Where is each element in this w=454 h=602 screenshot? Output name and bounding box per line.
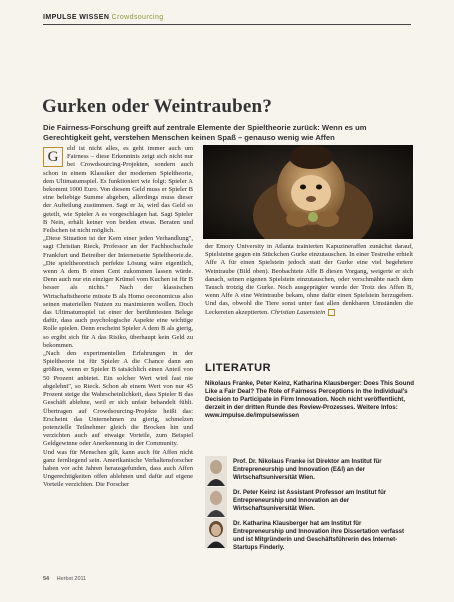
section-name: IMPULSE WISSEN [43, 14, 110, 21]
paragraph-5-text: der Emory University in Atlanta trainierten Kapuzineraffen zunächst darauf, Spielsteine gegen ein Stückchen Gurke einzutauschen. In einer Testreihe erhielt Affe A für einen Spielstein jedoch statt der Gurke eine viel begehrtere Weintraube (Bild oben). Beobachtete Affe B diesen Vorgang, weigerte er sich danach, seinen eigenen Spielstein einzutauschen, oder verschmähte nach dem Tausch trotzig die Gurke. Noch ausgeprägter wurde der Trotz des Affen B, wenn Affe A eine Weintraube bekam, ohne dafür einen Spielstein herzugeben. Und das, obwohl die Tiere sonst unter fast allen denkbaren Umständen die Leckereien akzeptierten. [205, 243, 413, 316]
article-title: Gurken oder Weintrauben? [42, 96, 273, 117]
literature-heading: LITERATUR [205, 362, 272, 374]
paragraph-4: Und was für Menschen gilt, kann auch für Affen nicht ganz fernliegend sein. Amerikanische Verhaltensforscher haben vor acht Jahren herausgefunden, dass auch Affen Ungerechtigkeiten offen ablehnen und dafür auf eigene Vorteile verzichten. Die Forscher [43, 448, 193, 489]
subsection-name: Crowdsourcing [111, 14, 164, 21]
article-lead: Die Fairness-Forschung greift auf zentrale Elemente der Spieltheorie zurück: Wenn es um Gerechtigkeit geht, verstehen Menschen keinen Spaß – genauso wenig wie Affen [43, 123, 367, 142]
author-franke [205, 456, 415, 490]
author-photo-franke [205, 456, 227, 486]
paragraph-2: „Diese Situation ist der Kern einer jeden Verhandlung", sagt Christian Rieck, Professor an der Fachhochschule Frankfurt und Betreiber der Internetseite Spieltheorie.de. „Die spieltheoretisch perfekte Lösung wäre eigentlich, wenn A dem B einen Cent zukommen lassen würde. Denn auch nur ein einziger Krümel vom Kuchen ist für B besser als nichts." Nach der klassischen Wirtschaftstheorie müsste B als Homo oeconomicus also seinen materiellen Nutzen zu maximieren wollen. Doch das Ultimatumspiel ist einer der berühmtesten Belege dafür, dass auch psychologische Aspekte eine wichtige Rolle spielen. Denn erscheint Spieler A dem B als gierig, so ergibt sich für A das Risiko, überhaupt kein Geld zu bekommen. [43, 235, 193, 349]
author-klausberger [205, 518, 415, 552]
page-number: 54 [43, 576, 50, 582]
author-bio-franke: Prof. Dr. Nikolaus Franke ist Direktor am Institut für Entrepreneurship und Innovation (E&I) an der Wirtschaftsuniversität Wien. [233, 458, 382, 481]
paragraph-5 [205, 243, 413, 317]
drop-cap: G [43, 147, 63, 167]
author-bio-keinz: Dr. Peter Keinz ist Assistant Professor am Institut für Entrepreneurship und Innovation an der Wirtschaftsuniversität Wien. [233, 489, 387, 512]
header-rule [43, 24, 411, 25]
author-bio-klausberger: Dr. Katharina Klausberger hat am Institut für Entrepreneurship und Innovation ihre Dissertation verfasst und ist Mitgründerin und Geschäftsführerin des Internet-Startups Finderly. [233, 520, 404, 551]
section-header [43, 14, 164, 21]
issue-label: Herbst 2011 [56, 576, 87, 582]
paragraph-1-text: eld ist nicht alles, es geht immer auch um Fairness – diese Erkenntnis zeigt sich nicht nur bei Crowdsourcing-Projekten, sondern auch schon in einem Klassiker der modernen Spieltheorie, dem Ultimatumspiel. Es funktioniert wie folgt: Spieler A bekommt 1000 Euro. Von diesem Geld muss er Spieler B eine beliebige Summe abgeben, allerdings muss dieser der Aufteilung zustimmen. Sagt er Ja, wird das Geld so geteilt, wie Spieler A es vorgeschlagen hat. Sagt Spieler B Nein, erhält keiner von beiden etwas. Beraten und Feilschen ist nicht möglich. [43, 145, 193, 235]
right-column [205, 243, 413, 317]
capuchin-monkey-photo [203, 145, 413, 239]
left-column [43, 145, 193, 490]
paragraph-1 [43, 145, 193, 235]
author-photo-klausberger [205, 518, 227, 548]
end-mark-icon [328, 309, 335, 316]
paragraph-3: „Nach den experimentellen Erfahrungen in der Spieltheorie ist für Spieler A die Chance dann am größten, wenn er Spieler B tatsächlich einen Anteil von 50 Prozent anbietet. Ein solcher Wert wird fast nie abgelehnt", so Rieck. Schon ab einem Wert von nur 45 Prozent steige die Wahrscheinlichkeit, dass Spieler B das Geschäft ablehne, weil er sich unfair behandelt fühlt. Übertragen auf Crowdsourcing-Projekte heißt das: Erscheint das Unternehmen zu gierig, schmelzen potenzielle Teilnehmer gleich die Brocken hin und verzichten auch auf etwaige Vorteile, zum Beispiel Geldgewinne oder Anerkennung in der Community. [43, 350, 193, 448]
literature-reference: Nikolaus Franke, Peter Keinz, Katharina Klausberger: Does This Sound Like a Fair Deal? The Role of Fairness Perceptions in the Individual's Decision to Participate in Firm Innovation. Noch nicht veröffentlicht, derzeit in der dritten Runde des Review-Prozesses. Weitere Infos: www.impulse.de/impulsewissen [205, 380, 415, 419]
author-keinz [205, 487, 415, 521]
page-footer [43, 576, 86, 582]
author-credit: Christian Lauenstein [270, 308, 326, 316]
author-photo-keinz [205, 487, 227, 517]
monkey-illustration [203, 145, 413, 239]
